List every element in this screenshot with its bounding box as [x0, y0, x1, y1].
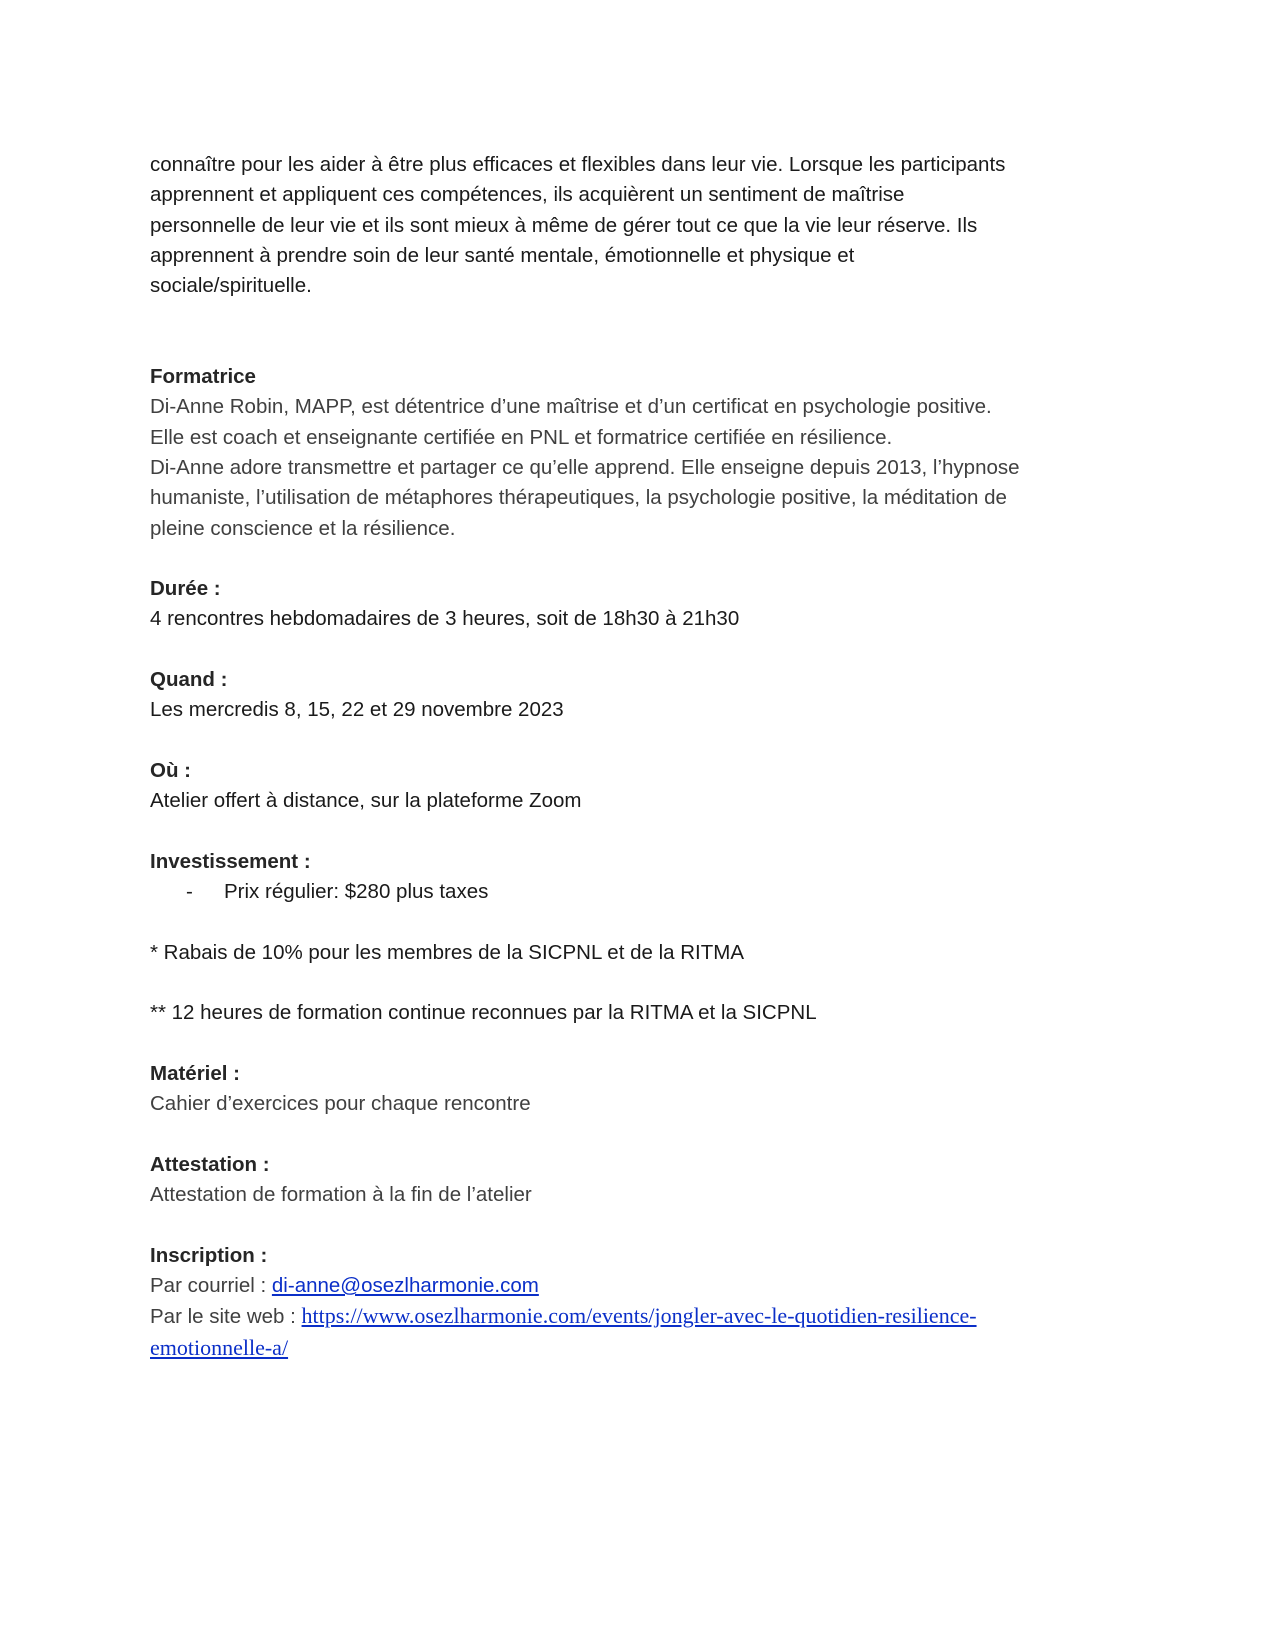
website-link[interactable]: https://www.osezlharmonie.com/events/jongler-avec-le-quotidien-resilience- — [301, 1303, 977, 1329]
intro-line: apprennent à prendre soin de leur santé mentale, émotionnelle et physique et — [150, 243, 855, 267]
attestation-text: Attestation de formation à la fin de l’atelier — [150, 1183, 532, 1207]
quand-text: Les mercredis 8, 15, 22 et 29 novembre 2023 — [150, 698, 564, 722]
intro-line: apprennent et appliquent ces compétences, ils acquièrent un sentiment de maîtrise — [150, 183, 905, 207]
intro-line: sociale/spirituelle. — [150, 274, 312, 298]
email-link[interactable]: di-anne@osezlharmonie.com — [271, 1273, 539, 1297]
price-bullet — [150, 877, 1140, 907]
inscription-heading: Inscription : — [150, 1243, 268, 1267]
materiel-text: Cahier d’exercices pour chaque rencontre — [150, 1092, 531, 1116]
inscription-section — [150, 1241, 1140, 1364]
intro-line: connaître pour les aider à être plus efficaces et flexibles dans leur vie. Lorsque les participants — [150, 153, 1006, 176]
price-text: Prix régulier: $280 plus taxes — [224, 880, 489, 904]
email-label: Par courriel : — [150, 1273, 272, 1297]
formatrice-heading: Formatrice — [150, 365, 256, 389]
formatrice-line: Di-Anne adore transmettre et partager ce qu’elle apprend. Elle enseigne depuis 2013, l’hypnose — [150, 455, 1020, 479]
attestation-heading: Attestation : — [150, 1152, 270, 1176]
web-line-continued — [150, 1333, 1140, 1364]
duree-text: 4 rencontres hebdomadaires de 3 heures, soit de 18h30 à 21h30 — [150, 607, 740, 631]
materiel-section — [150, 1059, 1140, 1120]
website-link-continued[interactable]: emotionnelle-a/ — [150, 1334, 289, 1360]
quand-section — [150, 665, 1140, 726]
investissement-heading: Investissement : — [150, 849, 311, 873]
web-label: Par le site web : — [150, 1305, 302, 1329]
formatrice-line: Elle est coach et enseignante certifiée en PNL et formatrice certifiée en résilience. — [150, 425, 893, 449]
formation-note: ** 12 heures de formation continue reconnues par la RITMA et la SICPNL — [150, 1001, 817, 1025]
rabais-note: * Rabais de 10% pour les membres de la SICPNL et de la RITMA — [150, 940, 745, 964]
ou-section — [150, 756, 1140, 817]
ou-heading: Où : — [150, 758, 191, 782]
intro-line: personnelle de leur vie et ils sont mieux à même de gérer tout ce que la vie leur réserve. Ils — [150, 213, 978, 237]
investissement-section — [150, 847, 1140, 908]
ou-text: Atelier offert à distance, sur la plateforme Zoom — [150, 789, 582, 813]
formatrice-section — [150, 362, 1140, 544]
attestation-section — [150, 1150, 1140, 1211]
duree-section — [150, 574, 1140, 635]
email-line — [150, 1271, 1140, 1301]
quand-heading: Quand : — [150, 668, 228, 692]
formatrice-line: Di-Anne Robin, MAPP, est détentrice d’une maîtrise et d’un certificat en psychologie positive. — [150, 395, 992, 419]
page-content — [150, 150, 1140, 1364]
duree-heading: Durée : — [150, 577, 221, 601]
formatrice-line: humaniste, l’utilisation de métaphores thérapeutiques, la psychologie positive, la méditation de — [150, 486, 1007, 510]
web-line — [150, 1301, 1140, 1332]
bullet-marker: - — [186, 880, 193, 904]
formatrice-line: pleine conscience et la résilience. — [150, 516, 456, 540]
materiel-heading: Matériel : — [150, 1061, 240, 1085]
intro-paragraph — [150, 150, 1140, 301]
